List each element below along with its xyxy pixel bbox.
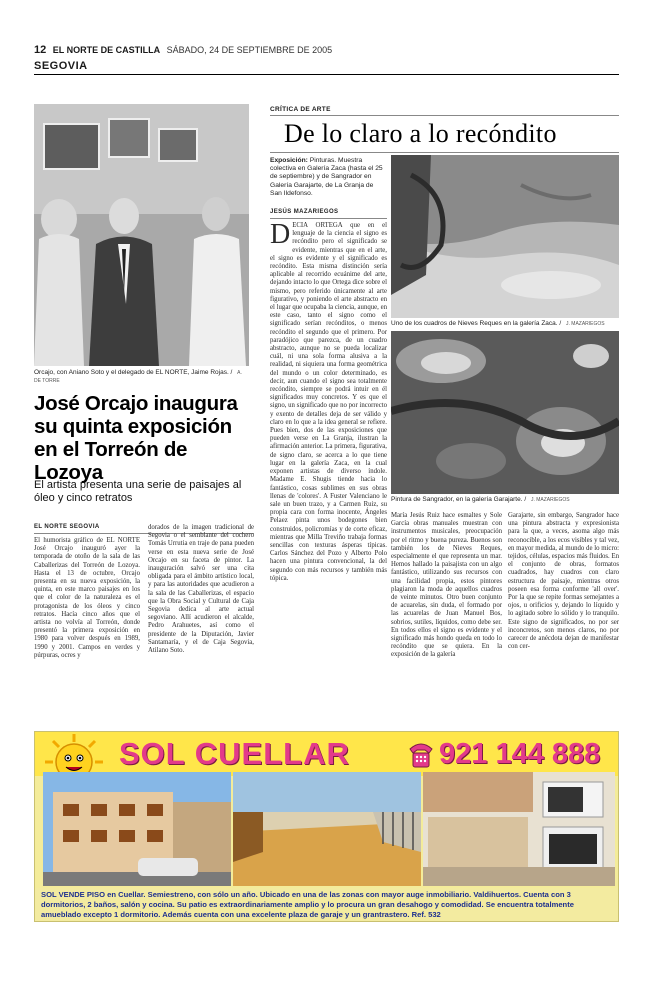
ad-phone-number: 921 144 888 — [439, 738, 601, 770]
exhibition-info-label: Exposición: — [270, 157, 308, 164]
painting-caption-reques — [391, 320, 619, 328]
header-divider — [34, 74, 619, 75]
main-article-col2-text: dorados de la imagen tradicional de Segovia o el semblante del cochero Tomás Urrutia en traje de pana pueden verse en esta nueva serie de José Orcajo en su faceta de pintor. La inauguración salvó ser una cita obligada para el ámbito artístico local, y para las autoridades que acudieron a la sala de las Caballerizas, el espacio que la Obra Social y Cultural de Caja Segovia dedica al arte actual segoviano. Allí acudieron el alcalde, Pedro Arahuetes, así como el presidente de la Diputación, Javier Santamaría, y el de Caja Segovia, Atilano Soto. — [148, 524, 254, 655]
issue-date: SÁBADO, 24 DE SEPTIEMBRE DE 2005 — [166, 45, 333, 55]
painting-caption-sangrador — [391, 496, 619, 504]
critica-column-1 — [270, 222, 387, 725]
painting-photo-sangrador — [391, 331, 619, 494]
page-header — [34, 44, 619, 58]
critica-dropcap: D — [270, 222, 291, 250]
main-photo-caption — [34, 369, 249, 385]
painting-photo-reques — [391, 155, 619, 318]
critica-col2-text: María Jesús Ruiz hace esmaltes y Sole García obras manuales muestran con instrumentos musicales, preocupación por el ritmo y buena pureza. Buenos son también los de Nieves Reques, especialmente el que representa un mar. Hemos hallado la paisajista con un algo fantástico, utilizando sus recursos con una facilidad propia, estos pintores plagiaron la moda de aquellos cuadros de veinte minutos. Otro buen conjunto de acuarelas, sin duda, el formado por las acuarelas de Juan Manuel Bos, sobrios, sutiles, líquidos, como debe ser. En todos ellos el signo es evidente y el significado más hondo queda en todo lo recóndito que se quiera. En la exposición de la galería — [391, 512, 502, 659]
critica-divider — [270, 115, 619, 116]
main-photo-caption-text: Orcajo, con Aniano Soto y el delegado de EL NORTE, Jaime Rojas. / — [34, 369, 233, 376]
telephone-icon — [407, 739, 435, 769]
critica-col3-text: Garajarte, sin embargo, Sangrador hace una pintura abstracta y expresionista para la que, a veces, asoma algo más reconocible, a los ecos visibles y tal vez, en mayor medida, al mundo de lo micro: tejidos, células, espacios más fluidos. En el conjunto de obras, formatos cuadrados, hay cuadros con claro estructura de paisaje, mientras otros poseen esa forma conforme 'all over'. Por la que se repite formas semejantes a ojos, u orificios y, dejando lo líquido y lo agitado sobre lo sólido y lo tranquilo. Este signo de significados, no por ser inconcretos, son menos claros, no por carecer de anécdota dejan de manifestar con cer- — [508, 512, 619, 651]
section-name: SEGOVIA — [34, 60, 88, 72]
critica-author-divider — [270, 218, 387, 219]
main-photo-credit: A. DE TORRE — [34, 370, 242, 384]
painting-credit-sangrador: J. MAZARIEGOS — [530, 497, 570, 503]
critica-author: JESÚS MAZARIEGOS — [270, 209, 339, 215]
real-estate-ad — [34, 731, 619, 922]
exhibition-info — [270, 157, 387, 198]
ad-photo-patio — [233, 772, 421, 886]
critica-column-3 — [508, 512, 619, 725]
main-article-column-2 — [148, 524, 254, 724]
critica-column-2 — [391, 512, 502, 725]
main-article-col1-text: El humorista gráfico de EL NORTE José Orcajo inauguró ayer la temporada de otoño de la sala de las Caballerizas del Torreón de Lozoya. Hasta el 13 de octubre, Orcajo presenta en su nueva exposición, la quinta, en este marco paisajes en los que el color de la naturaleza es el protagonista de los óleos y cinco retratos. Hacía cinco años que el artista no volvía al Torreón, donde presentó la primera exposición en 1980 para volver después en 1989, 1990 y 2001. Campos en verdes y púrpuras, ocres y — [34, 537, 140, 659]
ad-photo-kitchen — [423, 772, 615, 886]
critica-title: De lo claro a lo recóndito — [284, 119, 557, 148]
main-article-column-1 — [34, 537, 140, 725]
article-headline: José Orcajo inaugura su quinta exposición en el Torreón de Lozoya — [34, 392, 238, 484]
newspaper-name: EL NORTE DE CASTILLA — [52, 45, 161, 55]
painting-caption-reques-text: Uno de los cuadros de Nieves Reques en la galería Zaca. / — [391, 320, 562, 327]
critica-col1-text: ECÍA ORTEGA que en el lenguaje de la ciencia el signo es recóndito pero el significado se evidente, mientras que en el arte, el signo es evidente y el significado es recóndito. Esta misma distinción sería aplicable al recorrido ecuánime del arte, dejando intacto lo que Ortega dice sobre el mismo, pero referido únicamente al arte figurativo, y poniendo el arte abstracto en el lugar que ocupaba la ciencia, aunque, en este caso, tanto el signo como el significado serían recónditos, o menos recóndito el segundo que el primero. Por paradójico que parezca, de un cuadro abstracto, aunque no se pueda localizar cuál, ni una sola forma alusiva a la realidad, ni siquiera una forma geométrica del mundo o un color determinado, es decir, aun cuando el signo sea totalmente recóndito, siempre se podrá intuir en él significados muy concretos. Y es que el signo, un significado que no por incorrecto y exento de detalles deja de ser válido y claro en lo que a la idea general se refiere. Pues bien, dos de las exposiciones que pueden verse en La Granja, ilustran la afirmación anterior. La primera, figurativa, de signo claro, se acerca a lo que tiene lugar en la galería Zaca, en la cual exponen artistas de diverso índole. Madame E. Shugis tiende hacia lo fantástico, cosas sublimes en sus obras llenas de 'colores'. A Fuster Valenciano le sale un buen trazo, y a Carmen Ruiz, su propia cara con forma inocente, Ángeles Pelaez pinta unos bodegones bien construidos, policromías y de corte eficaz, mientras que Milla Treviño trabaja formas sencillas con texturas ásperas típicas. Carlos Sánchez del Pozo y Alberto Polo hacen una pintura convencional, la del segundo con más recursos y también más tópica. — [270, 222, 387, 582]
exhibition-info-text: Pinturas. Muestra colectiva en Galería Zaca (hasta el 25 de septiembre) y de Sangrador en Galería Garajarte, de La Granja de San Ildefonso. — [270, 157, 383, 197]
article-subhead: El artista presenta una serie de paisajes al óleo y cinco retratos — [34, 479, 242, 504]
painting-credit-reques: J. MAZARIEGOS — [566, 321, 605, 327]
ad-description: SOL VENDE PISO en Cuellar. Semiestreno, con sólo un año. Ubicado en una de las zonas con mayor auge inmobiliario. Valdihuertos. Cuenta con 3 dormitorios, 2 baños, salón y cocina. Su patio es extraordinariamente amplio y lo procura un gran desahogo y comodidad. Se encuentra totalmente amueblado excepto 1 dormitorio. Además cuenta con una excelente plaza de garaje y un grantrastero. Ref. 532 — [35, 888, 618, 922]
critica-title-divider — [270, 152, 619, 153]
critica-section-label: CRÍTICA DE ARTE — [270, 106, 331, 113]
ad-brand-name: SOL CUELLAR — [119, 736, 350, 771]
page-number: 12 — [34, 44, 47, 56]
main-article-photo — [34, 104, 249, 366]
article-byline: EL NORTE SEGOVIA — [34, 524, 100, 530]
painting-caption-sangrador-text: Pintura de Sangrador, en la galería Garajarte. / — [391, 496, 527, 503]
ad-photo-building — [43, 772, 231, 886]
